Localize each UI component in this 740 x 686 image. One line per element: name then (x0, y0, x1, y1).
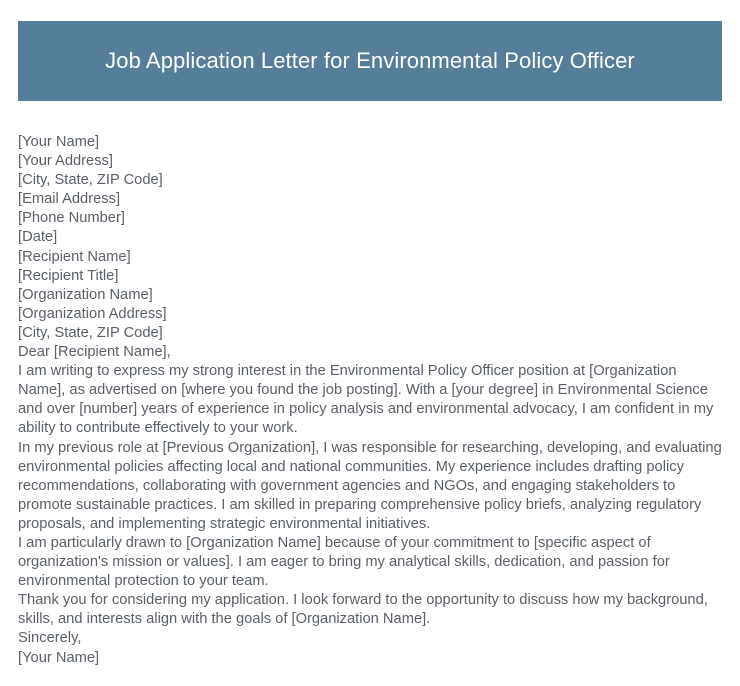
sender-line-address: [Your Address] (18, 153, 113, 170)
signature: [Your Name] (18, 649, 100, 666)
letter-body (18, 133, 722, 668)
sender-line-city-state-zip: [City, State, ZIP Code] (18, 172, 163, 189)
body-paragraph-4: Thank you for considering my application. I look forward to the opportunity to discuss how my background, skills, and interests align with the goals of [Organization Name]. (18, 592, 708, 628)
salutation: Dear [Recipient Name], (18, 344, 171, 361)
recipient-line-organization-address: [Organization Address] (18, 305, 167, 322)
recipient-line-organization: [Organization Name] (18, 286, 153, 303)
recipient-line-city-state-zip: [City, State, ZIP Code] (18, 324, 163, 341)
body-paragraph-3: I am particularly drawn to [Organization Name] because of your commitment to [specific aspect of organization's mission or values]. I am eager to bring my analytical skills, dedication, and passion for environmental protection to your team. (18, 534, 670, 590)
closing: Sincerely, (18, 630, 82, 647)
recipient-line-name: [Recipient Name] (18, 248, 131, 265)
header-banner (18, 21, 722, 101)
sender-address-block (18, 133, 722, 248)
body-paragraph-1: I am writing to express my strong interest in the Environmental Policy Officer position at [Organization Name], as advertised on [where you found the job posting]. With a [your degree] in Environmental Science and over [number] years of experience in policy analysis and environmental advocacy, I am confident in my ability to contribute effectively to your work. (18, 363, 714, 437)
body-paragraph-2: In my previous role at [Previous Organization], I was responsible for researching, developing, and evaluating environmental policies affecting local and national communities. My experience includes drafting policy recommendations, collaborating with government agencies and NGOs, and engaging stakeholders to promote sustainable practices. I am skilled in preparing comprehensive policy briefs, analyzing regulatory proposals, and implementing strategic environmental initiatives. (18, 439, 722, 532)
sender-line-phone: [Phone Number] (18, 210, 125, 227)
sender-line-name: [Your Name] (18, 134, 100, 150)
page-title: Job Application Letter for Environmental Policy Officer (105, 47, 635, 73)
sender-line-email: [Email Address] (18, 191, 121, 208)
recipient-line-title: [Recipient Title] (18, 267, 119, 284)
sender-line-date: [Date] (18, 229, 58, 246)
recipient-address-block (18, 248, 722, 343)
